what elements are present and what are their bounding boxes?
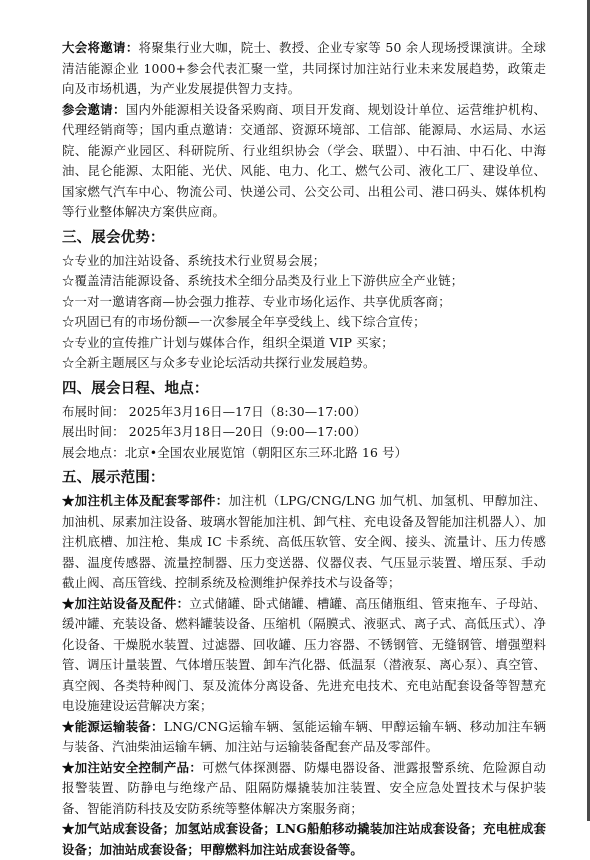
scope-item-text: 立式储罐、卧式储罐、槽罐、高压储瓶组、管束拖车、子母站、缓冲罐、充装设备、燃料罐装设备、压缩机（隔膜式、液驱式、离子式、高低压式）、净化设备、干燥脱水装置、过滤器、回收罐、压力容器、不锈钢管、无缝钢管、增强塑料管、调压计量装置、气体增压装置、卸车汽化器、低温泵（潜液泵、离心泵）、真空管、真空阀、各类特种阀门、泵及流体分离设备、先进充电技术、充电站配套设备等智慧充电设施建设运营解决方案； — [62, 595, 546, 713]
experts-label: 大会将邀请： — [62, 40, 139, 55]
experts-text: 将聚集行业大咖，院士、教授、企业专家等 50 余人现场授课演讲。全球清洁能源企业 1000+参会代表汇聚一堂，共同探讨加注站行业未来发展趋势，政策走向及市场机遇，为产业发展提供智力支持。 — [62, 40, 546, 96]
advantage-item: ☆全新主题展区与众多专业论坛活动共探行业发展趋势。 — [62, 355, 376, 370]
advantage-item: ☆覆盖清洁能源设备、系统技术全细分品类及行业上下游供应全产业链； — [62, 273, 464, 288]
advantage-item: ☆巩固已有的市场份额—一次参展全年享受线上、线下综合宣传； — [62, 314, 426, 329]
scope-item-label: ★加注站设备及配件： — [62, 595, 190, 611]
scope-item-label: ★能源运输装备： — [62, 718, 164, 734]
scope-item-station-equipment — [62, 594, 546, 717]
advantage-item: ☆专业的加注站设备、系统技术行业贸易会展； — [62, 252, 326, 268]
schedule-heading: 四、展会日程、地点： — [62, 380, 209, 397]
scope-item-text: 加注机（LPG/CNG/LNG 加气机、加氢机、甲醇加注、加油机、尿素加注设备、玻璃水智能加注机、卸气柱、充电设备及智能加注机器人）、加注机底槽、加注枪、集成 IC 卡系统、高低压软管、安全阀、接头、流量计、压力传感器、温度传感器、流量控制器、压力变送器、仪器仪表、气压显示装置、增压泵、手动截止阀、高压管线、控制系统及检测维护保养技术与设备等； — [62, 493, 546, 590]
scope-item-text: LNG/CNG运输车辆、氢能运输车辆、甲醇运输车辆、移动加注车辆与装备、汽油柴油运输车辆、加注站与运输装备配套产品及零部件。 — [62, 718, 546, 754]
advantages-list — [62, 251, 546, 374]
exhibition-time: 展出时间： 2025年3月18日—20日（9:00—17:00） — [62, 424, 367, 439]
scope-item-transport — [62, 717, 546, 758]
setup-time: 布展时间： 2025年3月16日—17日（8:30—17:00） — [62, 403, 367, 419]
scope-item-label: ★加气站成套设备；加氢站成套设备；LNG船舶移动撬装加注站成套设备；充电桩成套设备；加油站成套设备；甲醇燃料加注站成套设备等。 — [62, 821, 546, 857]
attendees-text: 国内外能源相关设备采购商、项目开发商、规划设计单位、运营维护机构、代理经销商等；国内重点邀请：交通部、资源环境部、工信部、能源局、水运局、水运院、能源产业园区、科研院所、行业组织协会（学会、联盟）、中石油、中石化、中海油、昆仑能源、太阳能、光伏、风能、电力、化工、燃气公司、液化工厂、建设单位、国家燃气汽车中心、物流公司、快递公司、公交公司、出租公司、港口码头、媒体机构等行业整体解决方案供应商。 — [62, 101, 547, 219]
scope-item-complete-sets — [62, 819, 546, 860]
advantages-heading: 三、展会优势： — [62, 229, 165, 246]
scope-item-safety — [62, 758, 546, 820]
advantage-item: ☆专业的宣传推广计划与媒体合作，组织全渠道 VIP 买家； — [62, 334, 394, 350]
attendees-paragraph — [62, 100, 546, 223]
experts-paragraph — [62, 38, 546, 100]
schedule-list — [62, 402, 546, 464]
scope-item-label: ★加注机主体及配套零部件： — [62, 493, 229, 508]
attendees-label: 参会邀请： — [62, 101, 126, 117]
venue: 展会地点：北京•全国农业展览馆（朝阳区东三环北路 16 号） — [62, 444, 408, 460]
scope-heading: 五、展示范围： — [62, 470, 165, 486]
scope-list — [62, 491, 546, 860]
scope-item-text: 可燃气体探测器、防爆电器设备、泄露报警系统、危险源自动报警装置、防静电与绝缘产品、阻隔防爆撬装加注装置、安全应急处置技术与保护装备、智能消防科技及安防系统等整体解决方案服务商； — [62, 759, 546, 816]
scope-item-label: ★加注站安全控制产品： — [62, 759, 203, 775]
scope-item-dispensers — [62, 491, 546, 594]
advantage-item: ☆一对一邀请客商—协会强力推荐、专业市场化运作、共享优质客商； — [62, 293, 451, 309]
